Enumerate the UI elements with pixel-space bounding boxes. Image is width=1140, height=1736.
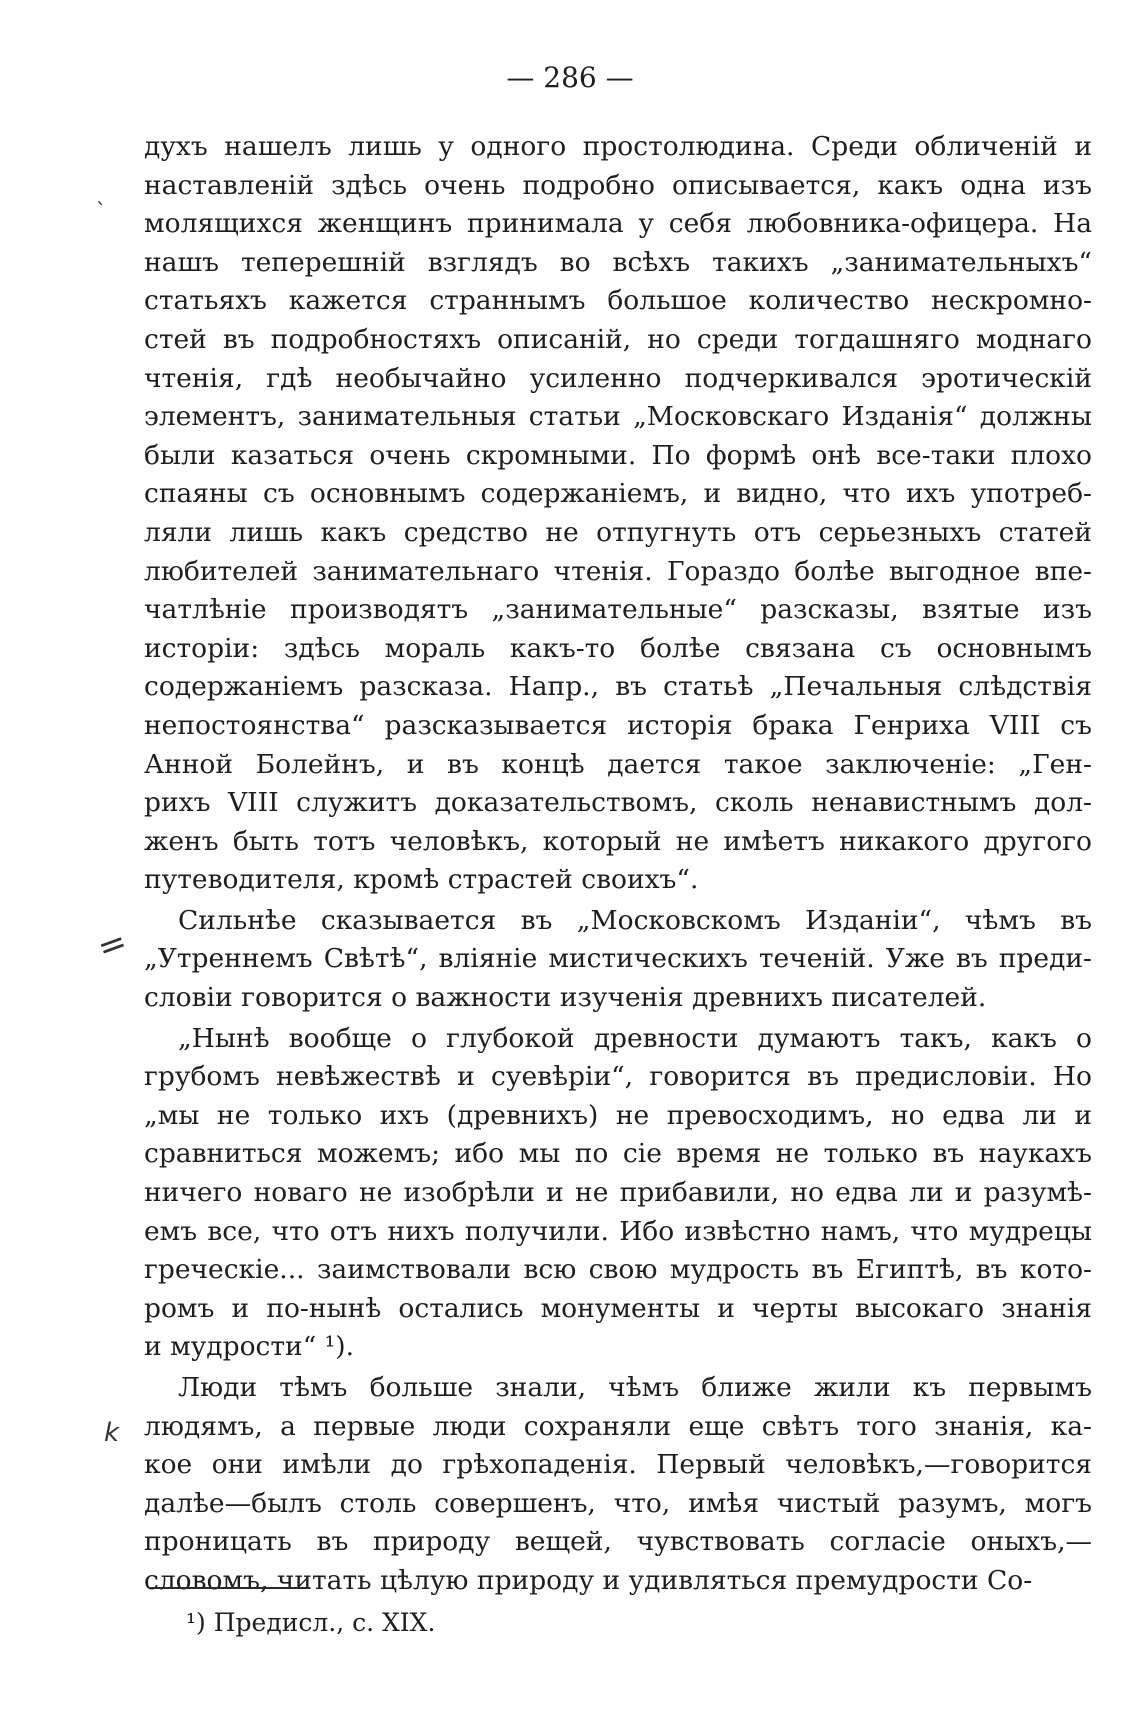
paragraph xyxy=(144,128,1092,900)
text-line: словіи говорится о важности изученія древнихъ писателей. xyxy=(144,982,987,1014)
text-line: исторіи: здѣсь мораль какъ-то болѣе связана съ основнымъ xyxy=(144,632,1092,664)
text-line: ромъ и по-нынѣ остались монументы и черты высокаго знанія xyxy=(144,1292,1092,1324)
margin-tick-mark: ˎ xyxy=(96,181,106,205)
text-line: емъ все, что отъ нихъ получили. Ибо извѣстно намъ, что мудрецы xyxy=(144,1215,1092,1247)
paragraph xyxy=(144,902,1092,1018)
text-line: „Утреннемъ Свѣтѣ“, вліяніе мистическихъ теченій. Уже въ преди- xyxy=(144,943,1092,975)
text-line: греческіе... заимствовали всю свою мудрость въ Египтѣ, въ кото- xyxy=(144,1254,1092,1286)
text-line: грубомъ невѣжествѣ и суевѣріи“, говорится въ предисловіи. Но xyxy=(144,1061,1092,1093)
text-line: чатлѣніе производятъ „занимательные“ разсказы, взятые изъ xyxy=(144,594,1092,626)
text-line: любителей занимательнаго чтенія. Гораздо болѣе выгодное впе- xyxy=(144,555,1092,587)
text-line: „мы не только ихъ (древнихъ) не превосходимъ, но едва ли и xyxy=(144,1099,1092,1131)
margin-equals-mark: = xyxy=(92,921,133,969)
text-line: проницать въ природу вещей, чувствовать согласіе оныхъ,— xyxy=(144,1526,1092,1558)
text-line: спаяны съ основнымъ содержаніемъ, и видно, что ихъ употреб- xyxy=(144,478,1092,510)
text-line: чтенія, гдѣ необычайно усиленно подчеркивался эротическій xyxy=(144,362,1092,394)
text-line: стей въ подробностяхъ описаній, но среди тогдашняго моднаго xyxy=(144,323,1092,355)
body-text xyxy=(144,128,1092,1601)
text-line: молящихся женщинъ принимала у себя любовника-офицера. На xyxy=(144,208,1092,240)
text-line: словомъ, читать цѣлую природу и удивляться премудрости Со- xyxy=(144,1564,1033,1596)
text-line: рихъ VIII служитъ доказательствомъ, сколь ненавистнымъ дол- xyxy=(144,787,1092,819)
text-line: духъ нашелъ лишь у одного простолюдина. Среди обличеній и xyxy=(144,131,1092,162)
text-line: содержаніемъ разсказа. Напр., въ статьѣ „Печальныя слѣдствія xyxy=(144,671,1092,703)
text-line: „Нынѣ вообще о глубокой древности думаютъ такъ, какъ о xyxy=(178,1022,1092,1054)
text-line: кое они имѣли до грѣхопаденія. Первый человѣкъ,—говорится xyxy=(144,1449,1092,1481)
text-line: Анной Болейнъ, и въ концѣ дается такое заключеніе: „Ген- xyxy=(144,748,1092,780)
footnote: ¹) Предисл., с. XIX. xyxy=(186,1608,436,1637)
text-line: нашъ теперешній взглядъ во всѣхъ такихъ „занимательныхъ“ xyxy=(144,246,1092,278)
text-line: ничего новаго не изобрѣли и не прибавили, но едва ли и разумѣ- xyxy=(144,1177,1092,1209)
footnote-divider xyxy=(150,1587,310,1589)
text-line: Сильнѣе сказывается въ „Московскомъ Изданіи“, чѣмъ въ xyxy=(178,904,1092,936)
text-line: путеводителя, кромѣ страстей своихъ“. xyxy=(144,864,699,896)
text-line: элементъ, занимательныя статьи „Московскаго Изданія“ должны xyxy=(144,401,1092,433)
text-line: статьяхъ кажется страннымъ большое количество нескромно- xyxy=(144,285,1092,317)
text-line: ляли лишь какъ средство не отпугнуть отъ серьезныхъ статей xyxy=(144,516,1092,548)
paragraph xyxy=(144,1020,1092,1367)
text-line: сравниться можемъ; ибо мы по сіе время не только въ наукахъ xyxy=(144,1138,1092,1170)
text-line: были казаться очень скромными. По формѣ онѣ все-таки плохо xyxy=(144,439,1092,471)
text-line: непостоянства“ разсказывается исторія брака Генриха VIII съ xyxy=(144,709,1092,741)
text-line: людямъ, а первые люди сохраняли еще свѣтъ того знанія, ка- xyxy=(144,1410,1092,1442)
text-line: женъ быть тотъ человѣкъ, который не имѣетъ никакого другого xyxy=(144,825,1092,857)
text-line: наставленій здѣсь очень подробно описывается, какъ одна изъ xyxy=(144,169,1092,201)
page-number: — 286 — xyxy=(506,61,634,94)
margin-k-mark: k xyxy=(104,1418,120,1448)
text-line: и мудрости“ ¹). xyxy=(144,1331,355,1363)
text-line: Люди тѣмъ больше знали, чѣмъ ближе жили къ первымъ xyxy=(178,1372,1092,1403)
text-line: далѣе—былъ столь совершенъ, что, имѣя чистый разумъ, могъ xyxy=(144,1487,1092,1519)
paragraph xyxy=(144,1369,1092,1601)
